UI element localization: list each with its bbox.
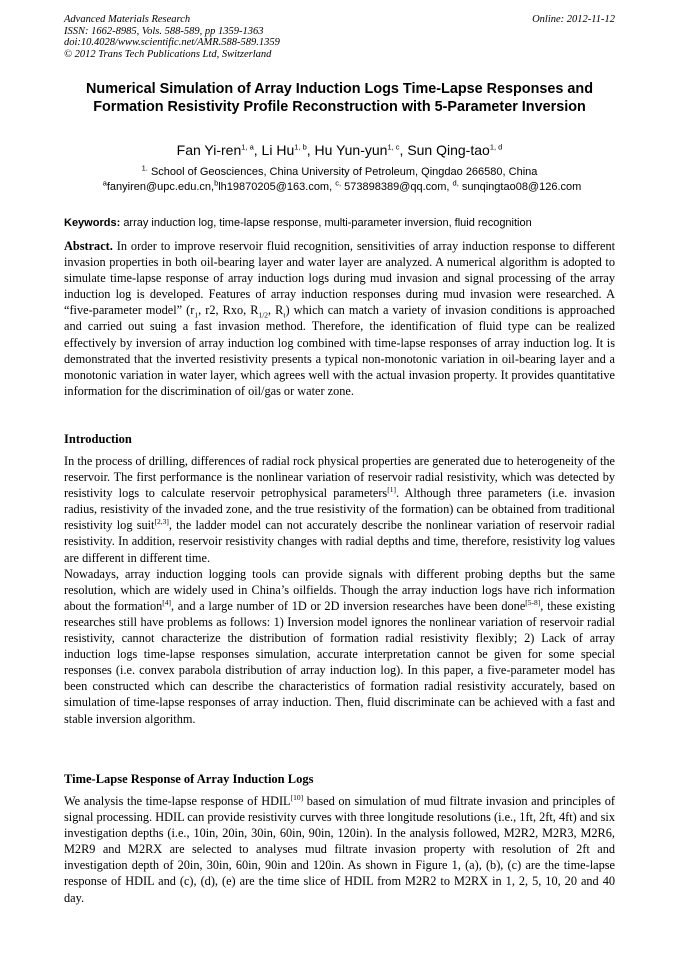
journal-name: Advanced Materials Research	[64, 14, 191, 25]
citation[interactable]: [10]	[290, 792, 304, 802]
section-heading-time-lapse: Time-Lapse Response of Array Induction Logs	[64, 772, 314, 786]
author-name: Fan Yi-ren	[176, 142, 242, 158]
author-name: Li Hu	[261, 142, 295, 158]
paragraph-text: , these existing researches still have problems as follows: 1) Inversion model ignores the nonlinear variation of reservoir radial resistivity, cannot characterize the distribution of formation radial resistivity flexibly; 2) Lack of array induction logs time-lapse responses simulation, accurate interpretation cannot be given for some special responses (i.e. convex parabola distribution of array induction log). In this paper, a five-parameter model has been constructed which can describe the characteristics of formation radial resistivity accurately, based on simulation of time-lapse responses of array induction. Then, fluid discriminate can be achieved with a fast and stable inversion algorithm.	[64, 598, 615, 726]
author-name: Hu Yun-yun	[314, 142, 388, 158]
doi-line: doi:10.4028/www.scientific.net/AMR.588-589.1359	[64, 37, 280, 48]
paragraph	[64, 793, 615, 906]
affiliation-mark: 1.	[141, 163, 148, 173]
email-address[interactable]: lh19870205@163.com,	[218, 181, 333, 193]
email-mark: b	[214, 178, 219, 188]
citation[interactable]: [4]	[162, 597, 172, 607]
author-affil-mark: 1, b	[294, 142, 307, 152]
keywords	[64, 216, 624, 230]
introduction-body	[64, 453, 615, 727]
subscript: 1	[194, 310, 199, 320]
affiliation-text: School of Geosciences, China University of Petroleum, Qingdao 266580, China	[150, 166, 538, 178]
citation[interactable]: [5-8]	[525, 597, 541, 607]
subscript: 1/2	[258, 310, 269, 320]
copyright-line: © 2012 Trans Tech Publications Ltd, Switzerland	[64, 48, 272, 60]
abstract-text: ) which can match a variety of invasion conditions is approached and carried out suing a fast invasion method. Therefore, the identification of fluid type can be realized effectively by inversion of array induction log combined with time-lapse responses of array induction log. It is demonstrated that the inverted resistivity presents a typical non-monotonic variation in oil-bearing layer and a monotonic variation in water layer, which agrees well with the actual invasion property. It provides quantitative information for the discrimination of oil/gas or water zone.	[64, 303, 615, 398]
paragraph-text: Nowadays, array induction logging tools can provide signals with different probing depths but the same resolution, which are widely used in China’s oilfields. Though the array induction logs have rich information about the formation	[64, 566, 615, 613]
paragraph	[64, 566, 615, 727]
section-heading-introduction: Introduction	[64, 432, 132, 446]
author-affil-mark: 1, c	[387, 142, 400, 152]
email-mark: a	[102, 178, 107, 188]
affiliation	[64, 165, 615, 179]
abstract-text: , r2, Rxo, R	[198, 303, 259, 318]
email-mark: c,	[335, 178, 342, 188]
citation[interactable]: [2,3]	[154, 517, 169, 527]
issn-line: ISSN: 1662-8985, Vols. 588-589, pp 1359-1363	[64, 25, 264, 37]
paragraph	[64, 453, 615, 566]
email-address[interactable]: sunqingtao08@126.com	[461, 181, 582, 193]
abstract	[64, 238, 615, 399]
email-mark: d,	[452, 178, 459, 188]
author-list: Fan Yi-ren$^{1, a}$, Li Hu$^{1, b}$, Hu Yun-yun$^{1, c}$, Sun Qing-tao$^{1, d}$	[176, 142, 503, 158]
paragraph-text: . Although three parameters (i.e. invasion radius, resistivity of the invaded zone, and the true resistivity of the formation) can be obtained from traditional resistivity log suit	[64, 486, 615, 533]
paragraph-text: , and a large number of 1D or 2D inversion researches have been done	[171, 598, 526, 613]
author-affil-mark: 1, d	[489, 142, 503, 152]
author-affil-mark: 1, a	[241, 142, 254, 152]
subscript: t	[283, 310, 286, 320]
keywords-label: Keywords:	[64, 217, 121, 229]
abstract-text: In order to improve reservoir fluid recognition, sensitivities of array induction response to different invasion properties in both oil-bearing layer and water layer are analyzed. A numerical algorithm is adopted to simulate time-lapse response of array induction logs during mud invasion and signal processing of the array induction log is developed. Features of array induction responses during mud invasion were researched. A “five-parameter model” (r	[64, 239, 616, 318]
email-list	[62, 180, 622, 194]
email-address[interactable]: 573898389@qq.com,	[344, 181, 450, 193]
abstract-label: Abstract.	[64, 239, 113, 253]
abstract-text: , R	[268, 303, 284, 318]
journal-header	[64, 14, 615, 60]
paper-title: Numerical Simulation of Array Induction Logs Time-Lapse Responses and Formation Resistivity Profile Reconstruction with 5-Parameter Inversion	[86, 81, 593, 115]
paragraph-text: We analysis the time-lapse response of HDIL	[64, 794, 291, 808]
paragraph-text: , the ladder model can not accurately describe the nonlinear variation of reservoir radial resistivity. In addition, reservoir resistivity changes with radial depths and time, therefore, resistivity log values are different in different time.	[64, 518, 615, 565]
paragraph-text: In the process of drilling, differences of radial rock physical properties are generated due to heterogeneity of the reservoir. The first performance is the nonlinear variation of reservoir radial resistivity, which was detected by resistivity logs to calculate reservoir petrophysical parameters	[64, 454, 615, 501]
author-name: Sun Qing-tao	[407, 142, 490, 158]
online-date: Online: 2012-11-12	[532, 14, 615, 25]
paragraph-text: based on simulation of mud filtrate invasion and principles of signal processing. HDIL can provide resistivity curves with three longitude resolutions (i.e., 1ft, 2ft, 4ft) and six investigation depths (i.e., 10in, 20in, 30in, 60in, 90in, 120in). In the analysis followed, M2R2, M2R3, M2R6, M2R9 and M2RX are selected to analyses mud filtrate invasion property with resolution of 2ft and investigation depth of 20in, 30in, 60in, 90in and 120in. As shown in Figure 1, (a), (b), (c) are the time-lapse response of HDIL and (c), (d), (e) are the time slice of HDIL from M2R2 to M2RX in 1, 2, 5, 10, 20 and 40 day.	[64, 794, 615, 905]
keywords-text: array induction log, time-lapse response, multi-parameter inversion, fluid recognition	[123, 217, 532, 229]
time-lapse-body	[64, 793, 615, 906]
email-address[interactable]: fanyiren@upc.edu.cn,	[106, 181, 215, 193]
citation[interactable]: [1]	[387, 485, 396, 495]
